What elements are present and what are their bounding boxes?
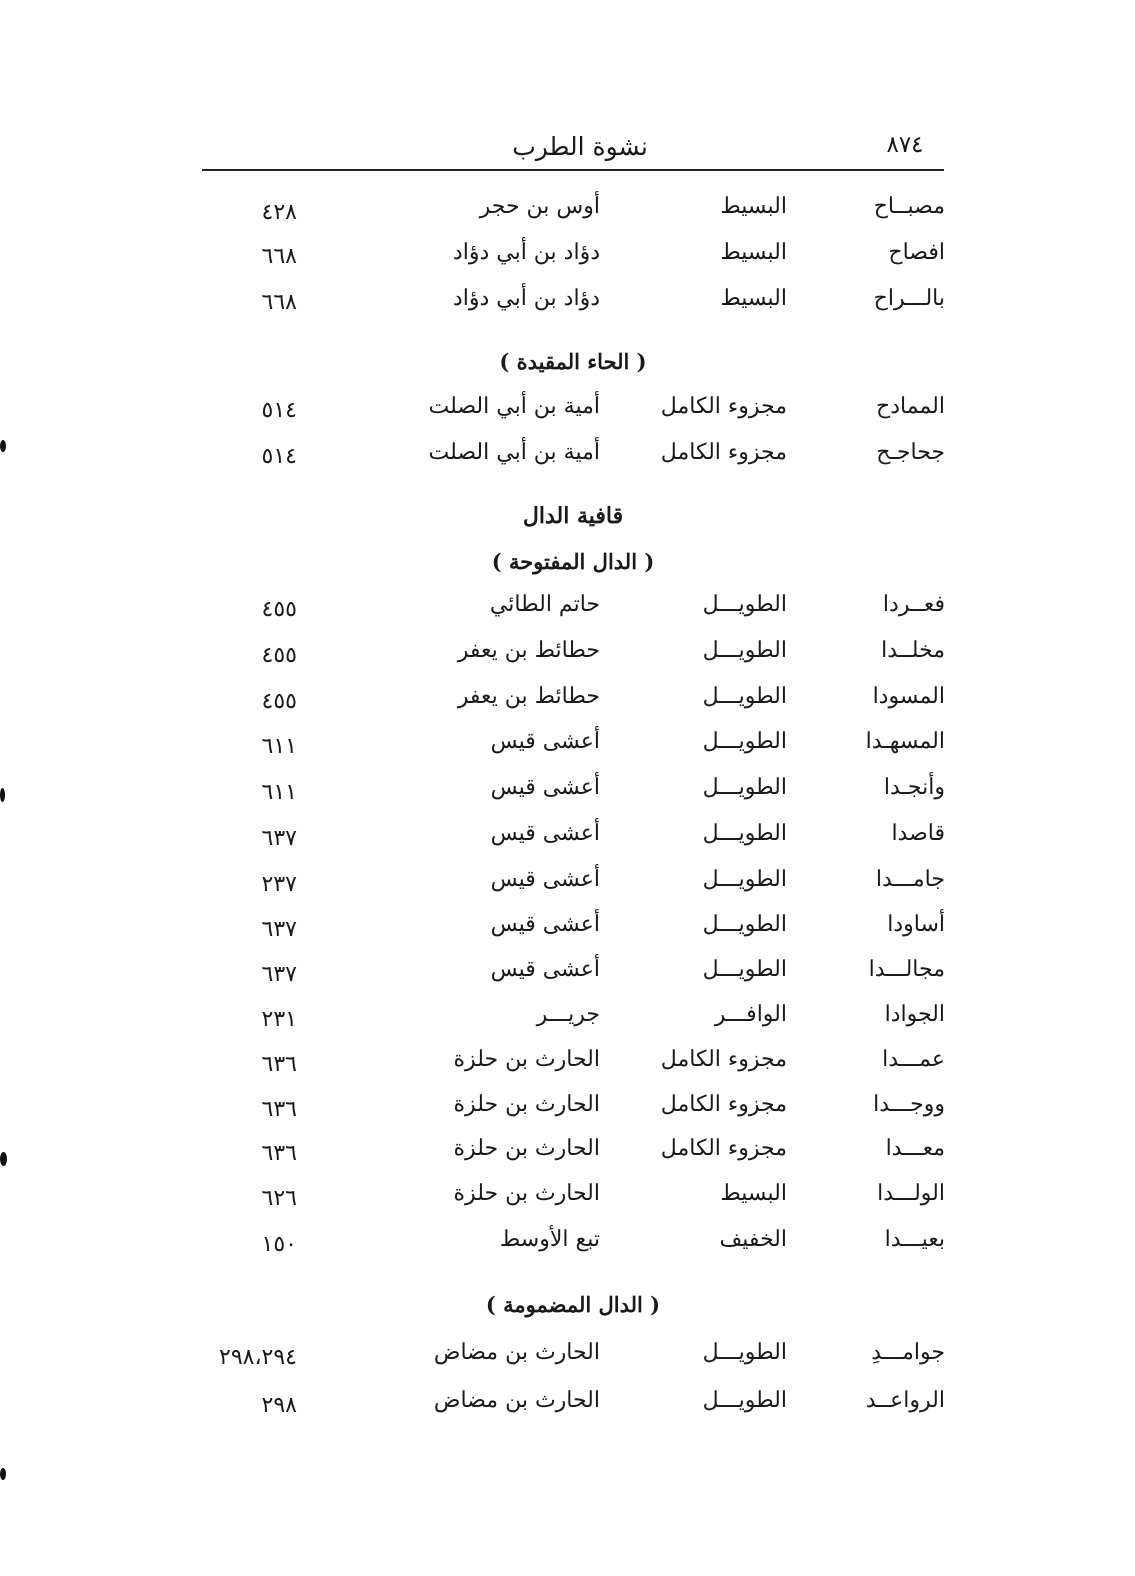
poet: الحارث بن مضاض	[433, 1388, 600, 1413]
meter: البسيط	[720, 240, 787, 265]
rhyme-word: قاصدا	[891, 821, 945, 846]
rhyme-word: جحاجـح	[876, 440, 945, 465]
page-ref: ٤٢٨	[261, 200, 297, 225]
poet: الحارث بن حلزة	[453, 1092, 600, 1117]
poet: حطائط بن يعفر	[457, 684, 600, 709]
poet: تبع الأوسط	[499, 1227, 600, 1252]
meter: الخفيف	[719, 1227, 787, 1252]
meter: الطويـــل	[702, 867, 787, 892]
page-ref: ٦٢٦	[261, 1186, 297, 1211]
meter: البسيط	[720, 1181, 787, 1206]
meter: مجزوء الكامل	[660, 394, 787, 419]
poet: جريـــر	[536, 1002, 600, 1027]
page-ref: ٦١١	[261, 780, 297, 805]
section-heading: ( الحاء المقيدة )	[499, 349, 647, 374]
poet: أعشى قيس	[490, 821, 600, 846]
page-ref: ٥١٤	[261, 398, 297, 423]
rhyme-word: مصبــاح	[873, 194, 945, 219]
meter: البسيط	[720, 286, 787, 311]
rhyme-word: فعــردا	[882, 592, 945, 617]
section-heading: ( الدال المفتوحة )	[491, 549, 655, 574]
section-heading: ( الدال المضمومة )	[485, 1292, 661, 1317]
rhyme-word: الولـــدا	[877, 1181, 945, 1206]
meter: مجزوء الكامل	[660, 1047, 787, 1072]
page-ref: ٢٩٨	[261, 1393, 297, 1418]
meter: الطويـــل	[702, 775, 787, 800]
poet: الحارث بن حلزة	[453, 1136, 600, 1161]
scan-mark	[0, 440, 6, 452]
rhyme-word: مخلــدا	[881, 638, 945, 663]
rhyme-word: معـــدا	[885, 1136, 945, 1161]
rhyme-word: المسودا	[872, 684, 945, 709]
poet: دؤاد بن أبي دؤاد	[452, 286, 600, 311]
meter: الطويـــل	[702, 592, 787, 617]
header-rule	[202, 169, 944, 171]
rhyme-word: مجالـــدا	[868, 957, 945, 982]
rhyme-word: افصاح	[888, 240, 945, 265]
poet: الحارث بن حلزة	[453, 1047, 600, 1072]
poet: الحارث بن حلزة	[453, 1181, 600, 1206]
poet: أعشى قيس	[490, 729, 600, 754]
rhyme-word: الرواعــد	[865, 1388, 945, 1413]
rhyme-word: جوامـــدِ	[871, 1340, 945, 1365]
page-ref: ٦٦٨	[261, 244, 297, 269]
meter: البسيط	[720, 194, 787, 219]
rhyme-word: أساودا	[887, 912, 945, 937]
running-title: نشوة الطرب	[512, 132, 648, 161]
page-ref: ٦٣٧	[261, 826, 297, 851]
poet: أمية بن أبي الصلت	[428, 394, 600, 419]
page-ref: ٦٣٧	[261, 917, 297, 942]
poet: أعشى قيس	[490, 912, 600, 937]
page-ref: ٤٥٥	[261, 643, 297, 668]
meter: الطويـــل	[702, 638, 787, 663]
page-ref: ٦٣٦	[261, 1141, 297, 1166]
page-ref: ٢٩٨،٢٩٤	[219, 1345, 297, 1370]
poet: أعشى قيس	[490, 775, 600, 800]
poet: أعشى قيس	[490, 867, 600, 892]
rhyme-word: ووجـــدا	[873, 1092, 945, 1117]
meter: الطويـــل	[702, 1340, 787, 1365]
poet: حطائط بن يعفر	[457, 638, 600, 663]
page-ref: ٦٦٨	[261, 290, 297, 315]
page-ref: ٦١١	[261, 734, 297, 759]
poet: حاتم الطائي	[489, 592, 600, 617]
page-ref: ٤٥٥	[261, 689, 297, 714]
rhyme-heading: قافية الدال	[522, 503, 624, 529]
page-ref: ٢٣٧	[261, 872, 297, 897]
rhyme-word: الممادح	[876, 394, 945, 419]
rhyme-word: عمـــدا	[882, 1047, 945, 1072]
page-ref: ٤٥٥	[261, 597, 297, 622]
scan-mark	[0, 1468, 6, 1480]
rhyme-word: بالـــراح	[873, 286, 945, 311]
meter: الطويـــل	[702, 729, 787, 754]
page-ref: ٦٣٦	[261, 1097, 297, 1122]
poet: أعشى قيس	[490, 957, 600, 982]
poet: أوس بن حجر	[479, 194, 600, 219]
poet: الحارث بن مضاض	[433, 1340, 600, 1365]
page-ref: ٦٣٧	[261, 962, 297, 987]
rhyme-word: الجوادا	[884, 1002, 945, 1027]
poet: أمية بن أبي الصلت	[428, 440, 600, 465]
meter: الطويـــل	[702, 912, 787, 937]
meter: مجزوء الكامل	[660, 1136, 787, 1161]
rhyme-word: بعيـــدا	[884, 1227, 945, 1252]
meter: الطويـــل	[702, 821, 787, 846]
meter: مجزوء الكامل	[660, 1092, 787, 1117]
page-ref: ١٥٠	[261, 1232, 297, 1257]
page-ref: ٦٣٦	[261, 1052, 297, 1077]
rhyme-word: جامـــدا	[875, 867, 945, 892]
page-ref: ٥١٤	[261, 444, 297, 469]
meter: الطويـــل	[702, 684, 787, 709]
rhyme-word: وأنجـدا	[883, 775, 945, 800]
poet: دؤاد بن أبي دؤاد	[452, 240, 600, 265]
page-ref: ٢٣١	[261, 1007, 297, 1032]
meter: الطويـــل	[702, 1388, 787, 1413]
scan-mark	[0, 788, 5, 802]
page-number: ٨٧٤	[886, 132, 924, 158]
meter: مجزوء الكامل	[660, 440, 787, 465]
meter: الطويـــل	[702, 957, 787, 982]
scan-mark	[0, 1152, 7, 1166]
meter: الوافـــر	[714, 1002, 787, 1027]
rhyme-word: المسهـدا	[865, 729, 945, 754]
